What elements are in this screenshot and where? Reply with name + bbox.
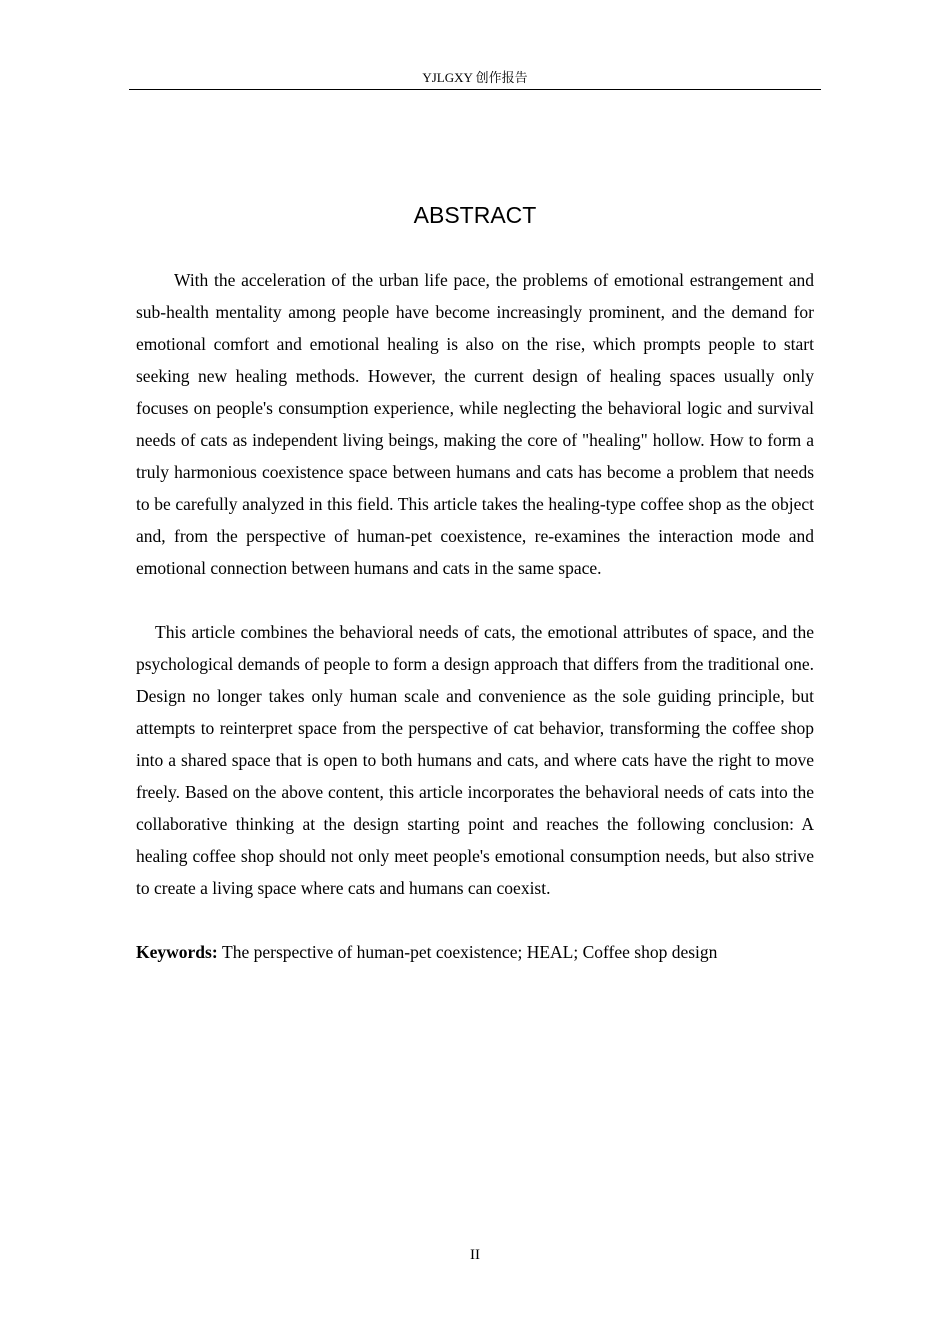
keywords-label: Keywords:: [136, 942, 218, 962]
keywords-line: [136, 936, 814, 968]
page-number: II: [470, 1247, 480, 1263]
abstract-title: ABSTRACT: [413, 202, 537, 228]
page-header: YJLGXY 创作报告: [129, 68, 821, 90]
abstract-paragraph-2: This article combines the behavioral needs of cats, the emotional attributes of space, and the psychological demands of people to form a design approach that differs from the traditional one. Design no longer takes only human scale and convenience as the sole guiding principle, but attempts to reinterpret space from the perspective of cat behavior, transforming the coffee shop into a shared space that is open to both humans and cats, and where cats have the right to move freely. Based on the above content, this article incorporates the behavioral needs of cats into the collaborative thinking at the design starting point and reaches the following conclusion: A healing coffee shop should not only meet people's emotional consumption needs, but also strive to create a living space where cats and humans can coexist.: [136, 622, 814, 898]
keywords-text: The perspective of human-pet coexistence; HEAL; Coffee shop design: [222, 942, 718, 962]
abstract-paragraph-1: With the acceleration of the urban life pace, the problems of emotional estrangement and sub-health mentality among people have become increasingly prominent, and the demand for emotional comfort and emotional healing is also on the rise, which prompts people to start seeking new healing methods. However, the current design of healing spaces usually only focuses on people's consumption experience, while neglecting the behavioral logic and survival needs of cats as independent living beings, making the core of "healing" hollow. How to form a truly harmonious coexistence space between humans and cats has become a problem that needs to be carefully analyzed in this field. This article takes the healing-type coffee shop as the object and, from the perspective of human-pet coexistence, re-examines the interaction mode and emotional connection between humans and cats in the same space.: [136, 270, 814, 578]
abstract-body: [136, 264, 814, 968]
